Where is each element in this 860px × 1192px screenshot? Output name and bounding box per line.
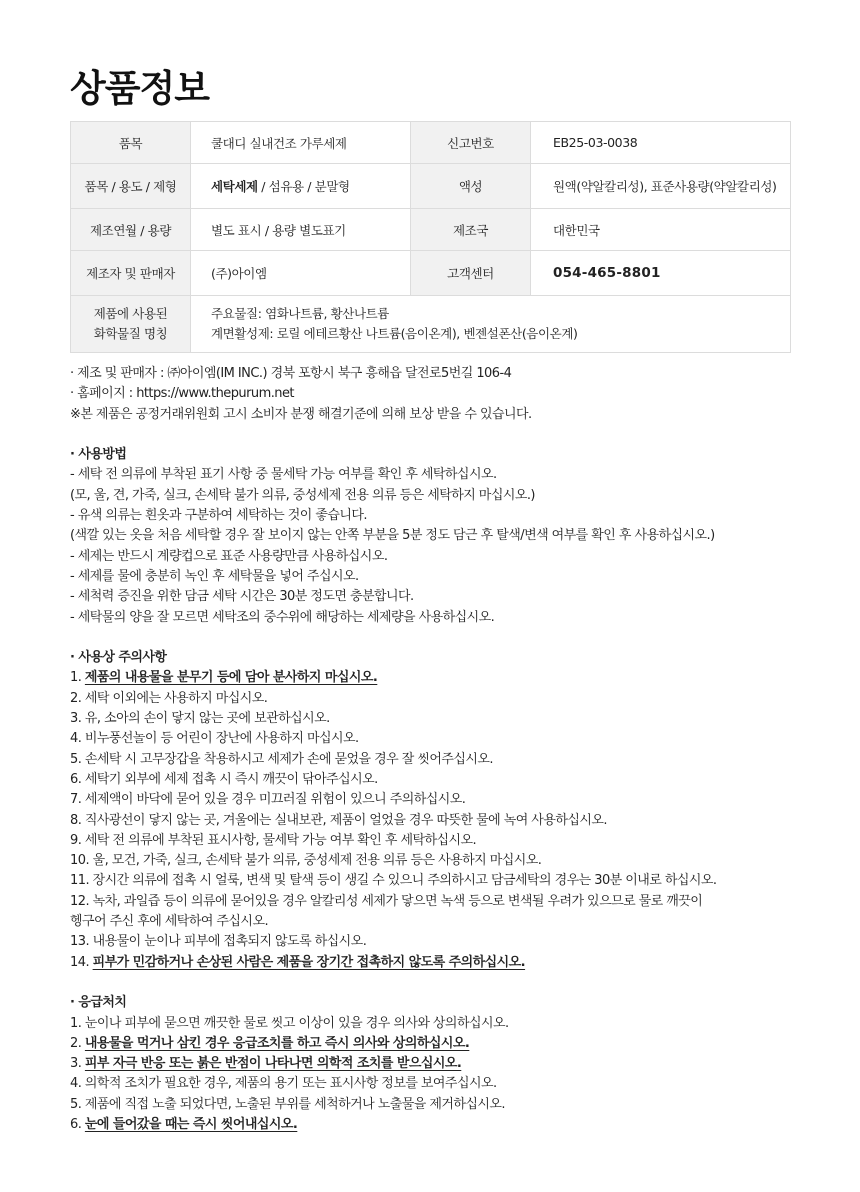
caution-item: 14. 피부가 민감하거나 손상된 사람은 제품을 장기간 접촉하지 않도록 주의하십시오.	[70, 954, 526, 970]
label-item-use-form: 품목 / 용도 / 제형	[71, 164, 191, 209]
usage-line: - 세제는 반드시 계량컵으로 표준 사용량만큼 사용하십시오.	[70, 548, 388, 564]
first-aid-item: 4. 의학적 조치가 필요한 경우, 제품의 용기 또는 표시사항 정보를 보여주십시오.	[70, 1076, 497, 1092]
first-aid-item: 1. 눈이나 피부에 묻으면 깨끗한 물로 씻고 이상이 있을 경우 의사와 상의하십시오.	[70, 1015, 509, 1031]
usage-line: - 세척력 증진을 위한 담금 세탁 시간은 30분 정도면 충분합니다.	[70, 589, 414, 605]
caution-item: 1. 제품의 내용물을 분무기 등에 담아 분사하지 마십시오.	[70, 670, 378, 686]
value-ph: 원액(약알칼리성), 표준사용량(약알칼리성)	[531, 164, 791, 209]
usage-line: - 유색 의류는 흰옷과 구분하여 세탁하는 것이 좋습니다.	[70, 508, 367, 524]
caution-item: 12. 녹차, 과일즙 등이 의류에 묻어있을 경우 알칼리성 세제가 닿으면 녹색 등으로 변색될 우려가 있으므로 물로 깨끗이	[70, 893, 703, 909]
usage-line: - 세탁 전 의류에 부착된 표기 사항 중 물세탁 가능 여부를 확인 후 세탁하십시오.	[70, 467, 497, 483]
value-chemicals	[191, 296, 791, 353]
usage-line: (모, 울, 견, 가죽, 실크, 손세탁 불가 의류, 중성세제 전용 의류 등은 세탁하지 마십시오.)	[70, 487, 535, 503]
label-report-number: 신고번호	[411, 122, 531, 164]
usage-line: - 세제를 물에 충분히 녹인 후 세탁물을 넣어 주십시오.	[70, 568, 359, 584]
first-aid-item: 6. 눈에 들어갔을 때는 즉시 씻어내십시오.	[70, 1116, 298, 1132]
info-line: ※본 제품은 공정거래위원회 고시 소비자 분쟁 해결기준에 의해 보상 받을 수 있습니다.	[70, 406, 532, 422]
first-aid-item: 3. 피부 자극 반응 또는 붉은 반점이 나타나면 의학적 조치를 받으십시오.	[70, 1056, 462, 1072]
product-description	[70, 364, 810, 1135]
product-info-table	[70, 121, 791, 353]
caution-item: 2. 세탁 이외에는 사용하지 마십시오.	[70, 690, 268, 706]
caution-item: 8. 직사광선이 닿지 않는 곳, 겨울에는 실내보관, 제품이 얼었을 경우 따뜻한 물에 녹여 사용하십시오.	[70, 812, 607, 828]
usage-heading: · 사용방법	[70, 447, 127, 463]
label-manufacturer: 제조자 및 판매자	[71, 251, 191, 296]
value-manufacturer: (주)아이엠	[191, 251, 411, 296]
caution-item: 11. 장시간 의류에 접촉 시 얼룩, 변색 및 탈색 등이 생길 수 있으니 주의하시고 담금세탁의 경우는 30분 이내로 하십시오.	[70, 873, 717, 889]
label-ph: 액성	[411, 164, 531, 209]
caution-item: 10. 울, 모건, 가죽, 실크, 손세탁 불가 의류, 중성세제 전용 의류 등은 사용하지 마십시오.	[70, 853, 542, 869]
value-use-form: / 섬유용 / 분말형	[257, 179, 350, 194]
label-chemicals	[71, 296, 191, 353]
value-chemicals-line2: 계면활성제: 로릴 에테르황산 나트륨(음이온계), 벤젠설폰산(음이온계)	[211, 326, 578, 341]
caution-item: 9. 세탁 전 의류에 부착된 표시사항, 물세탁 가능 여부 확인 후 세탁하십시오.	[70, 832, 477, 848]
caution-item: 13. 내용물이 눈이나 피부에 접촉되지 않도록 하십시오.	[70, 934, 367, 950]
table-row	[71, 164, 791, 209]
caution-item: 7. 세제액이 바닥에 묻어 있을 경우 미끄러질 위험이 있으니 주의하십시오.	[70, 792, 466, 808]
label-customer-center: 고객센터	[411, 251, 531, 296]
value-item: 쿨대디 실내건조 가루세제	[191, 122, 411, 164]
table-row	[71, 251, 791, 296]
label-chemicals-line1: 제품에 사용된	[93, 306, 168, 321]
value-customer-phone: 054-465-8801	[531, 251, 791, 296]
caution-item: 6. 세탁기 외부에 세제 접촉 시 즉시 깨끗이 닦아주십시오.	[70, 771, 378, 787]
caution-item: 3. 유, 소아의 손이 닿지 않는 곳에 보관하십시오.	[70, 711, 330, 727]
caution-item-continued: 헹구어 주신 후에 세탁하여 주십시오.	[70, 914, 269, 930]
info-line: · 제조 및 판매자 : ㈜아이엠(IM INC.) 경북 포항시 북구 흥해읍 달전로5번길 106-4	[70, 366, 512, 381]
info-line: · 홈페이지 : https://www.thepurum.net	[70, 386, 294, 402]
table-row	[71, 122, 791, 164]
first-aid-item: 2. 내용물을 먹거나 삼킨 경우 응급조치를 하고 즉시 의사와 상의하십시오.	[70, 1035, 470, 1051]
label-country: 제조국	[411, 209, 531, 251]
table-row	[71, 209, 791, 251]
caution-item: 4. 비누풍선놀이 등 어린이 장난에 사용하지 마십시오.	[70, 731, 359, 747]
value-chemicals-line1: 주요물질: 염화나트륨, 황산나트륨	[211, 306, 389, 321]
label-chemicals-line2: 화학물질 명칭	[93, 326, 168, 341]
value-item-use-form	[191, 164, 411, 209]
first-aid-item: 5. 제품에 직접 노출 되었다면, 노출된 부위를 세척하거나 노출물을 제거하십시오.	[70, 1096, 505, 1112]
value-report-number: EB25-03-0038	[531, 122, 791, 164]
value-detergent-type: 세탁세제	[211, 179, 258, 194]
value-date-capacity: 별도 표시 / 용량 별도표기	[191, 209, 411, 251]
value-country: 대한민국	[531, 209, 791, 251]
label-date-capacity: 제조연월 / 용량	[71, 209, 191, 251]
usage-line: (색깔 있는 옷을 처음 세탁할 경우 잘 보이지 않는 안쪽 부분을 5분 정도 담근 후 탈색/변색 여부를 확인 후 사용하십시오.)	[70, 528, 715, 544]
cautions-heading: · 사용상 주의사항	[70, 650, 167, 666]
first-aid-heading: · 응급처치	[70, 995, 127, 1011]
caution-item: 5. 손세탁 시 고무장갑을 착용하시고 세제가 손에 묻었을 경우 잘 씻어주십시오.	[70, 751, 493, 767]
page-title: 상품정보	[70, 67, 209, 110]
label-item: 품목	[71, 122, 191, 164]
usage-line: - 세탁물의 양을 잘 모르면 세탁조의 중수위에 해당하는 세제량을 사용하십시오.	[70, 609, 495, 625]
table-row	[71, 296, 791, 353]
